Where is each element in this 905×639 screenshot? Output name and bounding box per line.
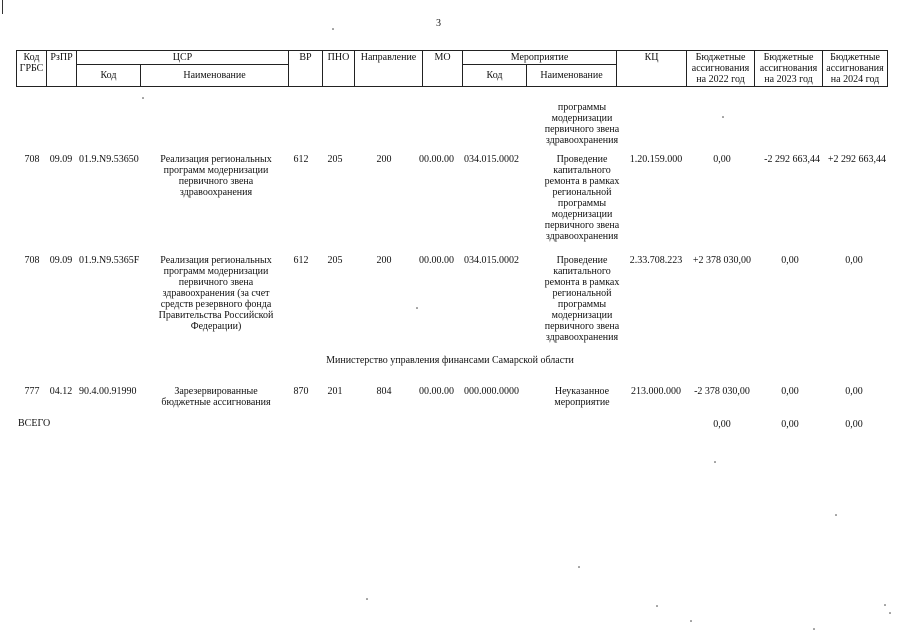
cell-mer-kod: 000.000.0000 (464, 386, 519, 397)
page-number: 3 (436, 18, 441, 29)
col-csr: ЦСР (77, 51, 289, 65)
scan-speck (889, 612, 891, 614)
scan-speck (884, 604, 886, 606)
cell-mo: 00.00.00 (419, 255, 454, 266)
col-mer-name: Наименование (527, 65, 617, 87)
cell-name: Зарезервированные бюджетные ассигнования (161, 386, 271, 408)
cell-b2024: 0,00 (845, 255, 863, 266)
total-b2023: 0,00 (781, 419, 799, 430)
col-csr-name: Наименование (141, 65, 289, 87)
cell-napr: 804 (376, 386, 392, 397)
cell-b2024: 0,00 (845, 386, 863, 397)
col-b2022: Бюджетные ассигнования на 2022 год (687, 51, 755, 87)
col-mer-kod: Код (463, 65, 527, 87)
cell-pno: 205 (327, 255, 343, 266)
cell-kc: 1.20.159.000 (629, 154, 683, 165)
scan-speck (332, 28, 334, 30)
total-b2022: 0,00 (713, 419, 731, 430)
cell-vr: 612 (293, 255, 309, 266)
total-b2024: 0,00 (845, 419, 863, 430)
cell-rzpr: 09.09 (49, 154, 73, 165)
cell-mer-kod: 034.015.0002 (464, 154, 519, 165)
total-label: ВСЕГО (18, 418, 51, 429)
cell-grbs: 777 (24, 386, 40, 397)
col-kc: КЦ (617, 51, 687, 87)
scan-speck (656, 605, 658, 607)
col-mer: Мероприятие (463, 51, 617, 65)
cell-mer-name: Неуказанное мероприятие (554, 386, 610, 408)
col-napr: Направление (355, 51, 423, 87)
cell-kc: 213.000.000 (631, 386, 681, 397)
cell-napr: 200 (376, 255, 392, 266)
cell-csr: 90.4.00.91990 (79, 386, 137, 397)
scan-speck (366, 598, 368, 600)
scan-speck (835, 514, 837, 516)
col-vr: ВР (289, 51, 323, 87)
cell-name: Реализация региональных программ модернизации первичного звена здравоохранения (за счет средств резервного фонда Правительства Российской Федерации) (158, 255, 274, 332)
cell-name: Реализация региональных программ модернизации первичного звена здравоохранения (160, 154, 272, 198)
header-table (16, 50, 888, 87)
continuation-mer-name: программы модернизации первичного звена здравоохранения (544, 102, 620, 146)
cell-mer-kod: 034.015.0002 (464, 255, 519, 266)
scan-speck (578, 566, 580, 568)
cell-csr: 01.9.N9.5365F (79, 255, 140, 266)
cell-b2022: -2 378 030,00 (694, 386, 750, 397)
cell-grbs: 708 (24, 154, 40, 165)
cell-b2022: +2 378 030,00 (692, 255, 752, 266)
cell-pno: 205 (327, 154, 343, 165)
cell-napr: 200 (376, 154, 392, 165)
scan-edge-mark (2, 0, 3, 14)
cell-b2022: 0,00 (713, 154, 731, 165)
cell-mer-name: Проведение капитального ремонта в рамках региональной программы модернизации первичного звена здравоохранения (544, 154, 620, 242)
cell-vr: 612 (293, 154, 309, 165)
col-mo: МО (423, 51, 463, 87)
cell-mo: 00.00.00 (419, 154, 454, 165)
section-title: Министерство управления финансами Самарской области (326, 355, 574, 366)
scan-speck (142, 97, 144, 99)
cell-vr: 870 (293, 386, 309, 397)
col-pno: ПНО (323, 51, 355, 87)
col-csr-kod: Код (77, 65, 141, 87)
cell-mo: 00.00.00 (419, 386, 454, 397)
cell-pno: 201 (327, 386, 343, 397)
cell-grbs: 708 (24, 255, 40, 266)
col-b2023: Бюджетные ассигнования на 2023 год (755, 51, 823, 87)
cell-b2023: -2 292 663,44 (764, 154, 820, 165)
scan-speck (690, 620, 692, 622)
col-kod-grbs: Код ГРБС (17, 51, 47, 87)
col-b2024: Бюджетные ассигнования на 2024 год (823, 51, 888, 87)
cell-mer-name: Проведение капитального ремонта в рамках региональной программы модернизации первичного звена здравоохранения (544, 255, 620, 343)
scan-speck (722, 116, 724, 118)
scan-speck (416, 307, 418, 309)
cell-b2023: 0,00 (781, 255, 799, 266)
cell-csr: 01.9.N9.53650 (79, 154, 139, 165)
col-rzpr: РзПР (47, 51, 77, 87)
cell-b2023: 0,00 (781, 386, 799, 397)
cell-kc: 2.33.708.223 (629, 255, 683, 266)
cell-b2024: +2 292 663,44 (827, 154, 886, 165)
scan-speck (813, 628, 815, 630)
cell-rzpr: 04.12 (49, 386, 73, 397)
cell-rzpr: 09.09 (49, 255, 73, 266)
scan-speck (714, 461, 716, 463)
